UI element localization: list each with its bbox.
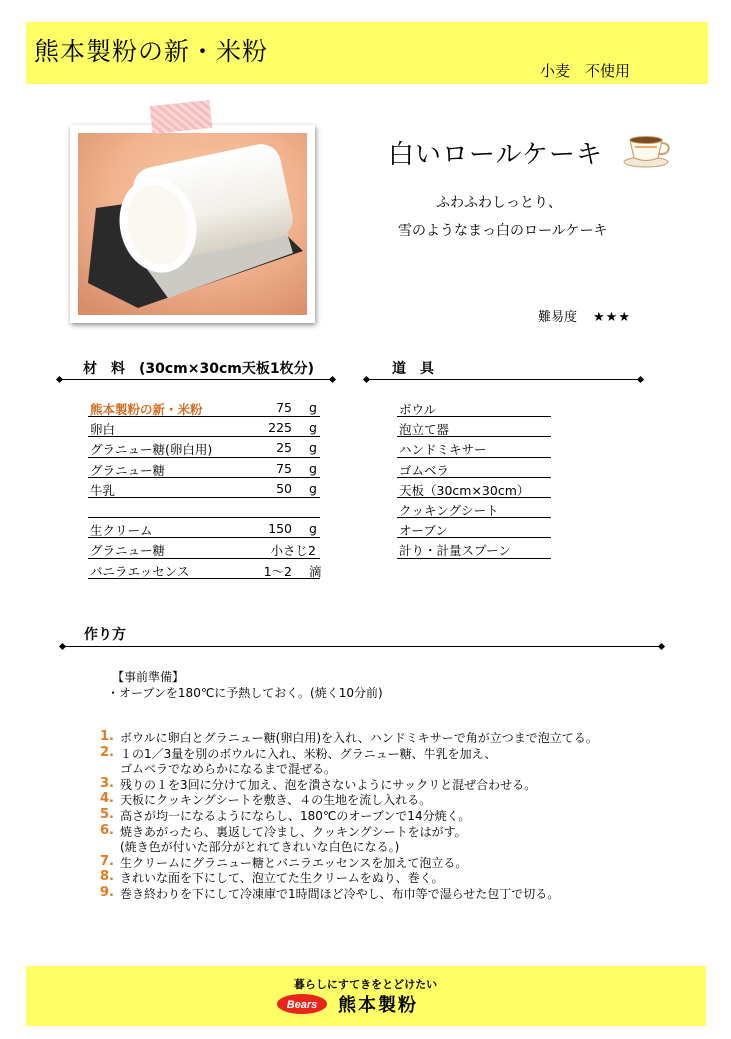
step-number: 4. xyxy=(100,791,114,807)
tool-item: クッキングシート xyxy=(397,498,551,518)
ingredient-row xyxy=(88,538,320,558)
step-text: 生クリームにグラニュー糖とバニラエッセンスを加えて泡立る。 xyxy=(120,855,468,870)
tool-item: 天板（30cm×30cm） xyxy=(397,478,551,498)
ingredient-qty: 50 xyxy=(276,480,292,496)
recipe-description-line1: ふわふわしっとり、 xyxy=(436,195,562,211)
step-text: ボウルに卵白とグラニュー糖(卵白用)を入れ、ハンドミキサーで角が立つまで泡立てる。 xyxy=(120,731,598,745)
ingredient-unit: g xyxy=(309,400,317,415)
step-number: 8. xyxy=(100,869,114,885)
tool-item: ゴムベラ xyxy=(397,458,551,478)
recipe-description-line2: 雪のようなまっ白のロールケーキ xyxy=(398,223,608,239)
ingredient-qty: 1～2 xyxy=(263,563,292,579)
company-name: 熊本製粉 xyxy=(338,995,418,1016)
ingredient-name: グラニュー糖 xyxy=(90,462,166,478)
divider-dot xyxy=(637,376,644,383)
step-number: 3. xyxy=(100,775,114,791)
step-item xyxy=(100,760,700,776)
step-item xyxy=(100,885,700,901)
tool-item: 泡立て器 xyxy=(397,417,551,437)
step-item xyxy=(100,745,700,761)
step-text: ゴムベラでなめらかになるまで混ぜる。 xyxy=(120,762,337,777)
bears-logo-text: Bears xyxy=(286,999,318,1011)
ingredient-row xyxy=(88,397,320,417)
tool-item: ハンドミキサー xyxy=(397,437,551,457)
step-item xyxy=(100,838,700,854)
bears-logo xyxy=(276,993,328,1015)
ingredients-divider xyxy=(60,379,332,380)
difficulty xyxy=(538,306,631,325)
roll-cake-photo xyxy=(70,125,315,323)
prep-item: ・オーブンを180℃に予熱しておく。(焼く10分前) xyxy=(107,686,383,700)
step-item xyxy=(100,823,700,839)
difficulty-stars: ★★★ xyxy=(593,310,631,325)
method-divider xyxy=(63,646,661,647)
step-item xyxy=(100,854,700,870)
ingredient-name: 生クリーム xyxy=(90,523,153,539)
ingredients-table xyxy=(88,397,320,579)
ingredient-name: 牛乳 xyxy=(90,482,116,498)
roll-cake-image xyxy=(78,133,307,315)
divider-dot xyxy=(329,376,336,383)
step-text: 焼きあがったら、裏返して冷まし、クッキングシートをはがす。 xyxy=(120,824,467,839)
step-text: 高さが均一になるようにならし、180℃のオーブンで14分焼く。 xyxy=(120,808,471,823)
step-number: 9. xyxy=(100,884,114,900)
ingredient-qty: 150 xyxy=(268,521,292,537)
ingredient-unit: g xyxy=(309,420,317,436)
step-number: 2. xyxy=(100,744,114,760)
tool-item: オーブン xyxy=(397,518,551,538)
step-text: 巻き終わりを下にして冷凍庫で1時間ほど冷やし、布巾等で湿らせた包丁で切る。 xyxy=(120,886,560,901)
header-title: 熊本製粉の新・米粉 xyxy=(34,37,269,66)
ingredient-name: バニラエッセンス xyxy=(90,563,190,579)
ingredient-unit: g xyxy=(309,460,317,476)
step-item xyxy=(100,776,700,792)
ingredients-title: 材 料 (30cm×30cm天板1枚分) xyxy=(83,361,315,377)
ingredient-name: 卵白 xyxy=(90,422,116,438)
ingredient-row xyxy=(88,417,320,437)
step-text: １の1／3量を別のボウルに入れ、米粉、グラニュー糖、牛乳を加え、 xyxy=(120,746,497,761)
recipe-title: 白いロールケーキ xyxy=(388,140,603,170)
header-subtitle: 小麦 不使用 xyxy=(540,62,631,80)
ingredient-row xyxy=(88,458,320,478)
divider-dot xyxy=(658,643,665,650)
ingredient-qty: 75 xyxy=(276,460,292,476)
step-text: 残りの１を3回に分けて加え、泡を潰さないようにサックリと混ぜ合わせる。 xyxy=(120,777,537,792)
ingredient-qty: 小さじ2 xyxy=(270,543,316,559)
ingredient-row-blank xyxy=(88,498,320,518)
prep-heading: 【事前準備】 xyxy=(112,670,185,684)
ingredient-name: グラニュー糖 xyxy=(90,543,166,559)
ingredient-unit: g xyxy=(309,480,317,496)
step-text: (焼き色が付いた部分がとれてきれいな白色になる。) xyxy=(120,840,400,855)
tools-table xyxy=(397,397,551,559)
step-item xyxy=(100,807,700,823)
ingredient-qty: 75 xyxy=(276,400,292,415)
tool-item: 計り・計量スプーン xyxy=(397,538,551,558)
method-steps xyxy=(100,729,700,901)
step-number: 7. xyxy=(100,853,114,869)
ingredient-row xyxy=(88,559,320,579)
ingredient-unit: g xyxy=(309,521,317,537)
ingredient-qty: 225 xyxy=(268,420,292,436)
coffee-cup-icon xyxy=(622,130,674,168)
ingredient-row xyxy=(88,518,320,538)
difficulty-label: 難易度 xyxy=(538,310,578,325)
step-number: 5. xyxy=(100,806,114,822)
footer-tagline: 暮らしにすてきをとどけたい xyxy=(293,978,438,991)
tools-title: 道 具 xyxy=(392,361,434,377)
method-title: 作り方 xyxy=(84,627,126,643)
tool-item: ボウル xyxy=(397,397,551,417)
ingredient-row xyxy=(88,478,320,498)
step-item xyxy=(100,791,700,807)
step-text: きれいな面を下にして、泡立てた生クリームをぬり、巻く。 xyxy=(120,871,444,886)
step-number: 6. xyxy=(100,822,114,838)
step-text: 天板にクッキングシートを敷き、４の生地を流し入れる。 xyxy=(120,793,432,808)
ingredient-unit: g xyxy=(309,440,317,456)
tools-divider xyxy=(367,379,641,380)
step-number: 1. xyxy=(100,729,114,744)
ingredient-unit: 滴 xyxy=(309,563,322,579)
ingredient-name: 熊本製粉の新・米粉 xyxy=(90,402,203,417)
step-item xyxy=(100,729,700,745)
ingredient-row xyxy=(88,437,320,457)
footer-logo xyxy=(276,992,418,1016)
ingredient-qty: 25 xyxy=(276,440,292,456)
ingredient-name: グラニュー糖(卵白用) xyxy=(90,442,213,458)
step-item xyxy=(100,869,700,885)
